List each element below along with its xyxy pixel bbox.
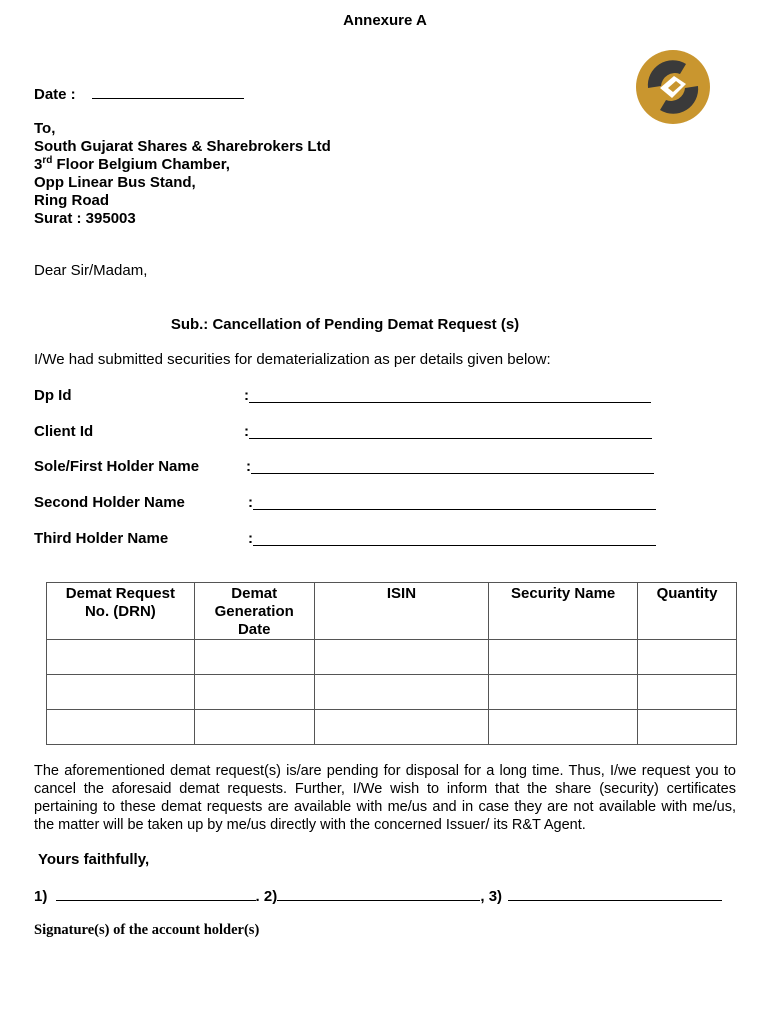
address-road: Ring Road (34, 192, 109, 209)
subject-line: Sub.: Cancellation of Pending Demat Request (s) (170, 316, 520, 333)
address-floor: 3rd Floor Belgium Chamber, (34, 155, 230, 173)
table-row (47, 710, 737, 745)
signature-3-line[interactable] (508, 886, 722, 901)
table-cell[interactable] (489, 640, 638, 675)
header-drn: Demat Request No. (DRN) (47, 583, 195, 640)
dp-id-label: Dp Id (34, 387, 72, 404)
page-title: Annexure A (343, 12, 427, 29)
table-cell[interactable] (489, 675, 638, 710)
table-cell[interactable] (47, 640, 195, 675)
company-logo-icon (634, 48, 712, 126)
dp-id-colon: : (244, 387, 249, 404)
header-generation-date: Demat Generation Date (194, 583, 314, 640)
table-cell[interactable] (47, 675, 195, 710)
table-cell[interactable] (314, 640, 489, 675)
third-holder-colon: : (248, 530, 253, 547)
first-holder-input-line[interactable] (251, 472, 654, 474)
signature-1-label: 1) (34, 888, 48, 905)
signature-row (34, 886, 722, 905)
table-header-row (47, 583, 737, 640)
recipient-address (34, 120, 331, 228)
closing-text: Yours faithfully, (38, 851, 150, 868)
first-holder-label: Sole/First Holder Name (34, 458, 200, 475)
address-company: South Gujarat Shares & Sharebrokers Ltd (34, 138, 331, 155)
client-id-colon: : (244, 423, 249, 440)
header-isin: ISIN (314, 583, 489, 640)
header-security-name: Security Name (489, 583, 638, 640)
salutation: Dear Sir/Madam, (34, 262, 148, 279)
table-cell[interactable] (47, 710, 195, 745)
second-holder-input-line[interactable] (253, 508, 656, 510)
first-holder-colon: : (246, 458, 251, 475)
table-cell[interactable] (638, 710, 737, 745)
signature-2-label: . 2) (255, 888, 278, 905)
second-holder-colon: : (248, 494, 253, 511)
table-cell[interactable] (194, 640, 314, 675)
second-holder-label: Second Holder Name (34, 494, 185, 511)
dp-id-input-line[interactable] (249, 401, 651, 403)
signature-1-line[interactable] (56, 886, 256, 901)
table-cell[interactable] (638, 640, 737, 675)
date-input-line[interactable] (92, 84, 244, 99)
date-field (34, 84, 244, 103)
client-id-input-line[interactable] (249, 437, 652, 439)
table-cell[interactable] (314, 675, 489, 710)
table-cell[interactable] (194, 675, 314, 710)
table-row (47, 640, 737, 675)
address-city: Surat : 395003 (34, 210, 136, 227)
request-paragraph: The aforementioned demat request(s) is/are pending for disposal for a long time. Thus, I/we request you to cancel the aforesaid demat requests. Further, I/We wish to inform that the share (security) certificates pertaining to these demat requests are available with me/us and in case they are not available with me/us, the matter will be taken up by me/us directly with the concerned Issuer/ its R&T Agent. (34, 763, 736, 833)
address-landmark: Opp Linear Bus Stand, (34, 174, 196, 191)
signature-2-line[interactable] (277, 886, 480, 901)
table-cell[interactable] (638, 675, 737, 710)
demat-request-table (46, 582, 737, 745)
date-label: Date : (34, 86, 76, 103)
header-quantity: Quantity (638, 583, 737, 640)
address-to: To, (34, 120, 56, 137)
table-cell[interactable] (489, 710, 638, 745)
third-holder-input-line[interactable] (253, 544, 656, 546)
table-cell[interactable] (314, 710, 489, 745)
signature-3-label: , 3) (480, 888, 503, 905)
signature-caption: Signature(s) of the account holder(s) (34, 922, 260, 938)
intro-text: I/We had submitted securities for dematerialization as per details given below: (34, 351, 551, 368)
table-row (47, 675, 737, 710)
table-cell[interactable] (194, 710, 314, 745)
third-holder-label: Third Holder Name (34, 530, 169, 547)
client-id-label: Client Id (34, 423, 94, 440)
